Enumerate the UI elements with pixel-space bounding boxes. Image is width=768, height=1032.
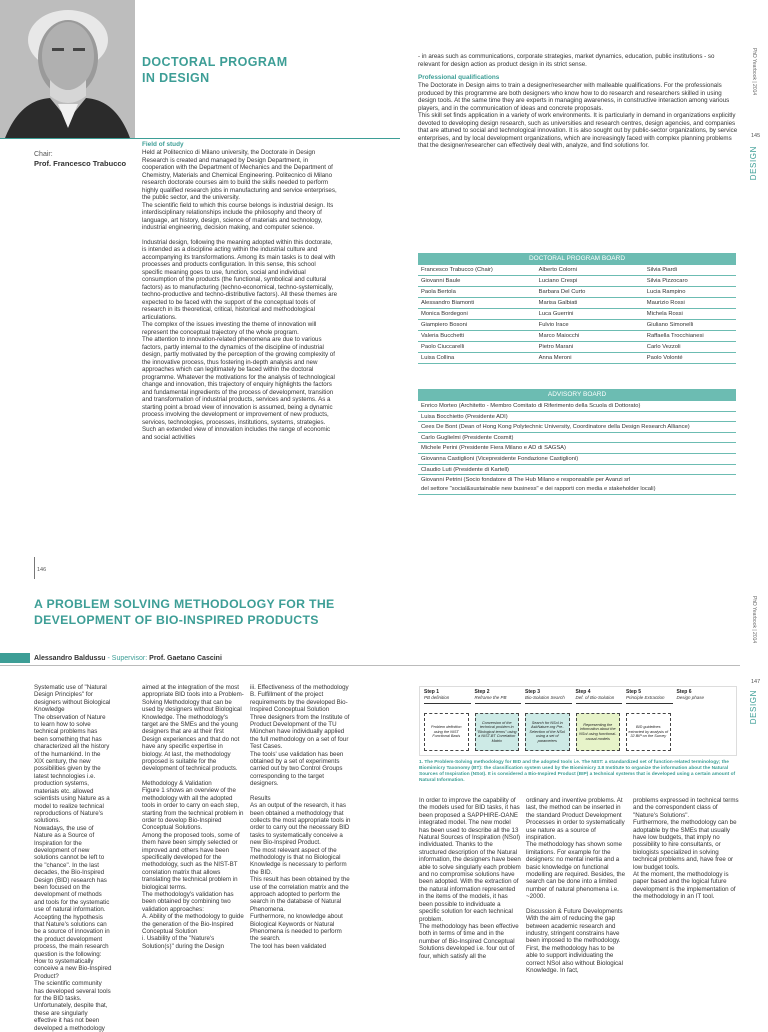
board-member: Fulvio Irace <box>536 320 644 331</box>
advisory-board <box>418 389 736 495</box>
board-member: Alessandro Biamonti <box>418 298 536 309</box>
lower-page-number: 146 <box>37 567 47 573</box>
board-member: Anna Meroni <box>536 353 644 364</box>
board-member: Francesco Trabucco (Chair) <box>418 265 536 276</box>
board-member: Giampiero Bosoni <box>418 320 536 331</box>
author-accent-block <box>0 653 30 663</box>
program-title-line2: IN DESIGN <box>142 71 210 85</box>
advisory-title: ADVISORY BOARD <box>418 389 736 401</box>
board-member: Valeria Bucchetti <box>418 331 536 342</box>
column-3-text-b: As an output of the research, it has been obtained a methodology that collects the most appropriate tools in order to carry out the necessary BID tasks to systematically conceive a new Bio-Inspired Product. The most relevant aspect of the methodology is that no Biological Knowledge is necessary to perform the BID. This result has been obtained by the use of the correlation matrix and the approach adopted to perform the search in the database of Natural Phenomena. Furthermore, no knowledge about Biological Keywords or Natural Phenomena is needed to perform the search. The tool has been validated <box>250 802 351 950</box>
article-title-line1: A PROBLEM SOLVING METHODOLOGY FOR THE <box>34 597 335 611</box>
column-5-text-b: With the aim of reducing the gap between academic research and industry, stringent constrains have been imposed to the methodology. First, the methodology has to be able to support individuating the correct NSoI also without Biological Knowledge. In fact, <box>526 915 623 974</box>
column-5-text-a: ordinary and inventive problems. At last, the method can be inserted in the standard Product Development Processes in order to systematically use nature as a source of inspiration. The methodology has shown some limitations. For example for the designers: no mental inertia and a basic knowledge on functional modelling are required. Besides, the search can be done into a limited number of natural phenomena i.e. ~2000. <box>526 797 626 901</box>
figure-step <box>677 689 705 700</box>
figure-step <box>475 689 507 700</box>
figure-step-title: Step 4 <box>575 689 591 695</box>
field-of-study-section <box>142 141 338 441</box>
column-3-text-a: iii. Effectiveness of the methodology B. Fulfillment of the project requirements by the developed Bio-Inspired Conceptual Solution Three designers from the Institute of Product Development of the TU München have individually applied the full methodology on a set of four Test Cases. The tools' use validation has been obtained by a set of experiments carried out by two Control Groups corresponding to the target designers. <box>250 684 350 788</box>
field-heading: Field of study <box>142 141 184 148</box>
figure-step-subtitle: Principle Extraction <box>626 695 665 700</box>
board-row <box>418 298 736 309</box>
figure-step <box>576 689 615 700</box>
chair-label: Chair: <box>34 151 53 158</box>
board-member: Paolo Volonté <box>644 353 736 364</box>
right-intro-text: - in areas such as communications, corporate strategies, market dynamics, education, public institutions - so relevant for design action as product design in its strict sense. <box>418 53 715 68</box>
article-column-2 <box>142 684 244 1024</box>
article-column-3 <box>250 684 352 1024</box>
figure-step-title: Step 6 <box>676 689 692 695</box>
figure-step-subtitle: Def. of Bio-Solution <box>575 695 615 700</box>
field-text-continued: Industrial design, following the meaning adopted within this doctorate, is intended as a discipline acting within the industrial culture and accompanying its transformations. Among its main tasks is to deal with processes and products configuration. In this sense, this school specific meaning goes to use, function, social and individual consumption of the products (the functional, symbolical and cultural factors) as to manufacturing (techno-economical, techno-systemically, techno-productive and techno-distributive factors). All these themes are expected to be faced with the support of the conceptual tools of research in its theoretical, critical, historical and methodological articulations. The complex of the issues investing the theme of innovation will represent the conceptual trajectory of the whole program. The attention to innovation-related phenomena are due to various factors, partly internal to the dynamics of the discipline of industrial design, partly motivated by the perception of the growing complexity of the innovative process, thus fostering in-depth analysis and new approaches which can legitimately be faced within the doctoral programme. Whatever the motivations for the analysis of technological change and innovation, this trajectory of enquiry highlights the factors and fundamental ingredients of the process of development, transition and transformation of industrial products, services and systems. As a starting point a broad view of innovation is assumed, being a dynamic process involving the development or improvement of new products, services, technologies, processes, institutions, systems, strategies. Such an extended view of innovation includes the range of economic and social activities <box>142 238 338 441</box>
column-2-text-a: aimed at the integration of the most appropriate BID tools into a Problem-Solving Methodology that can be used by designers without Biological Knowledge. The methodology's target are the SMEs and the young designers that are at their first Design experiences and that do not have any specific expertise in biology. At last, the methodology proposed is suitable for the development of technical products. <box>142 684 244 773</box>
professional-text: The Doctorate in Design aims to train a designer/researcher with malleable qualifications. For the professionals produced by this programme are both designers who know how to do research and researchers skilled in using design tools. At the same time they are experts in managing awareness, in constructive interaction among various players, and in the communication of ideas and concrete proposals. This skill set finds application in a variety of work environments. It is particularly in demand in organizations explicitly devoted to developing design research, such as universities and research centres, design agencies, and companies that are attuned to social and technological innovation. It is also sought out by public-sector organizations, by service enterprises, and by local development organizations, which are increasingly faced with complex planning problems that the designer/researcher can effectively deal with, analyze, and find solutions for. <box>418 82 738 149</box>
article-column-1: Systematic use of "Natural Design Principles" for designers without Biological Knowledge The observation of Nature to learn how to solve technical problems has been something that has characterized all the history of the humankind. In the XIX century, the new possibilities given by the latest technologies i.e. production systems, materials etc. allowed scientists using Nature as a model to realize technical reproductions of Nature's solutions. Nowadays, the use of Nature as a Source of Inspiration for the development of new solutions cannot be left to the "chance". In the last decades, the Bio-Inspired Design (BID) research has been focused on the development of methods and tools for the systematic use of natural information. Accepting the hypothesis that Nature's solutions can be a source of innovation in the product development process, the main research question is the following: How to systematically conceive a new Bio-Inspired Product? The scientific community has developed several tools for the BID tasks. Unfortunately, despite that, these are singularly effective it has not been developed a methodology <box>34 684 112 1032</box>
author-divider <box>0 665 740 666</box>
board-member: Barbara Del Curto <box>536 287 644 298</box>
program-title <box>142 54 382 86</box>
board-member: Lucia Rampino <box>644 287 736 298</box>
figure-step-underline <box>424 703 471 704</box>
author-line <box>34 655 222 662</box>
top-divider <box>0 138 400 139</box>
advisory-member: Carlo Guglielmi (Presidente Cosmit) <box>418 433 736 444</box>
board-member: Luca Guerrini <box>536 309 644 320</box>
board-member: Maurizio Rossi <box>644 298 736 309</box>
advisory-member: Enrico Morteo (Architetto - Membro Comitato di Riferimento della Scuola di Dottorato) <box>418 401 736 412</box>
board-member: Paola Bertola <box>418 287 536 298</box>
figure-step-box: BID guidelines extracted by analysis of 32 BIP on the Survey <box>626 713 671 751</box>
advisory-member: Claudio Luti (Presidente di Kartell) <box>418 465 736 476</box>
figure-step-title: Step 5 <box>626 689 642 695</box>
lower-side-yearbook-label: PhD Yearbook | 2014 <box>751 596 757 644</box>
figure-step-box: Problem definition using the NIST Functional Basis <box>424 713 469 751</box>
board-member: Luciano Crespi <box>536 276 644 287</box>
figure-step <box>525 689 565 700</box>
side-page-number: 145 <box>751 133 761 139</box>
article-title <box>34 596 354 628</box>
figure-step <box>424 689 449 700</box>
board-member: Marco Maiocchi <box>536 331 644 342</box>
methodology-figure <box>419 686 737 756</box>
board-member: Silvia Piardi <box>644 265 736 276</box>
figure-step-underline <box>626 703 673 704</box>
advisory-member: Luisa Bocchietto (Presidente ADI) <box>418 412 736 423</box>
board-title: DOCTORAL PROGRAM BOARD <box>418 253 736 265</box>
figure-step-box: Representing the information about the NSoI using functional-causal models <box>576 713 621 751</box>
results-heading: Results <box>250 794 271 802</box>
figure-step-title: Step 2 <box>474 689 490 695</box>
advisory-member: Michele Perini (Presidente Fiera Milano e AD di SAGSA) <box>418 443 736 454</box>
board-row <box>418 353 736 364</box>
board-member: Michela Rossi <box>644 309 736 320</box>
lower-side-design-label: DESIGN <box>749 690 758 725</box>
figure-step-title: Step 3 <box>525 689 541 695</box>
board-member: Raffaella Trocchianesi <box>644 331 736 342</box>
figure-step-box: Conversion of the technical problem in "Biological terms" using a NIST-BT Correlation Matrix <box>475 713 520 751</box>
doctoral-board <box>418 253 736 364</box>
figure-step-underline <box>525 703 572 704</box>
board-row <box>418 276 736 287</box>
portrait-image <box>0 0 135 138</box>
supervisor-label: - Supervisor: <box>105 655 150 662</box>
figure-step-subtitle: Design phase <box>676 695 705 700</box>
board-member: Carlo Vezzoli <box>644 342 736 353</box>
board-member: Silvia Pizzocaro <box>644 276 736 287</box>
program-title-line1: DOCTORAL PROGRAM <box>142 55 288 69</box>
author-name: Alessandro Baldussu <box>34 655 106 662</box>
advisory-member: del settore "social&sustainable new business" e dei rapporti con media e stakeholder locali) <box>418 486 736 495</box>
board-row <box>418 309 736 320</box>
figure-step <box>626 689 665 700</box>
chair-name: Prof. Francesco Trabucco <box>34 159 127 168</box>
board-member: Paolo Ciuccarelli <box>418 342 536 353</box>
board-member: Luisa Collina <box>418 353 536 364</box>
chair-portrait-photo <box>0 0 135 138</box>
article-title-line2: DEVELOPMENT OF BIO-INSPIRED PRODUCTS <box>34 613 319 627</box>
board-table <box>418 265 736 364</box>
discussion-heading: Discussion & Future Developments <box>526 907 623 915</box>
board-row <box>418 287 736 298</box>
figure-step-underline <box>475 703 522 704</box>
side-design-label: DESIGN <box>749 146 758 181</box>
article-column-5 <box>526 797 626 1024</box>
board-member: Marisa Galbiati <box>536 298 644 309</box>
advisory-member: Giovanni Petrini (Socio fondatore di The Hub Milano e responsabile per Avanzi srl <box>421 477 631 484</box>
field-text: Held at Politecnico di Milano university, the Doctorate in Design Research is created and managed by Design Department, in cooperation with the Department of Mechanics and the Department of Chemistry, Materials and Chemical Engineering. Politecnico di Milano research doctorate courses aim to build the skills needed to perform highly qualified research jobs in manufacturing and service enterprises, the public sector, and the university. The scientific field to which this course belongs is industrial design. Its interdisciplinary relationships include the philosophy and theory of language, art history, design, science of materials and technology, industrial engineering, decision making, and computer science. <box>142 149 337 231</box>
methodology-heading: Methodology & Validation <box>142 779 212 787</box>
advisory-member: Giovanna Castiglioni (Vicepresidente Fondazione Castiglioni) <box>418 454 736 465</box>
figure-caption: 1. The Problem-Solving methodology for BID and the adopted tools i.e. The NIST: a standardized set of function-related terminology; the Biomimicry Taxonomy (BT): the classification system used by the Biomimicry 3.8 Institute to organize the information about the Natural Sources of Inspiration (NSoI). It is considered a Bio-Inspired Product (BIP) a technical systems that is developed using a certain amount of Natural Information. <box>419 760 736 783</box>
figure-step-subtitle: PB definition <box>424 695 450 700</box>
board-member: Alberto Colorni <box>536 265 644 276</box>
article-column-4: In order to improve the capability of the models used for BID tasks, it has been proposed a SAPPHIRE-OANE integrated model. The new model has been used to describe all the 13 Natural Sources of Inspiration (NSoI) individuated. Thanks to the structured description of the Natural information, the designers have been able to solve singularly each problem and no compromise solutions have been adopted. With the extraction of the natural information represented in the items of the models, it has been possible to individuate a specific solution for each technical problem. The methodology has been effective both in terms of time and in the number of Bio-Inspired Conceptual Solutions developed i.e. four out of four, which satisfy all the <box>419 797 521 960</box>
advisory-list <box>418 401 736 495</box>
side-yearbook-label: PhD Yearbook | 2014 <box>751 48 757 96</box>
board-member: Pietro Marani <box>536 342 644 353</box>
figure-step-title: Step 1 <box>424 689 440 695</box>
page-marker-line <box>34 557 35 579</box>
professional-heading: Professional qualifications <box>418 74 500 81</box>
board-row <box>418 265 736 276</box>
figure-step-underline <box>576 703 623 704</box>
figure-step-subtitle: Reframe the PB <box>474 695 507 700</box>
board-member: Monica Bordegoni <box>418 309 536 320</box>
right-column-upper <box>418 53 738 150</box>
board-member: Giovanni Baule <box>418 276 536 287</box>
lower-side-page-number: 147 <box>751 679 761 685</box>
board-row <box>418 342 736 353</box>
board-row <box>418 320 736 331</box>
board-row <box>418 331 736 342</box>
figure-step-box: Search for NSoI in AskNature.org Pre-Selection of the NSoI using a set of parameters <box>525 713 570 751</box>
board-member: Giuliano Simonelli <box>644 320 736 331</box>
column-2-text-b: Figure 1 shows an overview of the methodology with all the adopted tools in order to carry on each step, starting from the technical problem in order to develop Bio-Inspired Conceptual Solutions. Among the proposed tools, some of them have been simply selected or improved and others have been specifically developed for the methodology, such as the NIST-BT correlation matrix that allows translating the technical problem in biological terms. The methodology's validation has been obtained by combining two validation approaches: A. Ability of the methodology to guide the generation of the Bio-Inspired Conceptual Solution i. Usability of the "Nature's Solution(s)" during the Design <box>142 787 244 950</box>
article-column-6: problems expressed in technical terms and the correspondent class of "Nature's Solutions". Furthermore, the methodology can be adoptable by the SMEs that usually have low budgets, that imply no possibility to hire consultants, or biologists specialized in solving technical problems and, have free or low budget tools. At the moment, the methodology is paper based and the logical future development is the implementation of the methodology in an IT tool. <box>633 797 739 901</box>
figure-step-subtitle: Bio-Solution Search <box>525 695 565 700</box>
supervisor-name: Prof. Gaetano Cascini <box>149 655 222 662</box>
advisory-member: Cees De Bont (Dean of Hong Kong Polytechnic University, Coordinatore della Design Research Alliance) <box>418 422 736 433</box>
